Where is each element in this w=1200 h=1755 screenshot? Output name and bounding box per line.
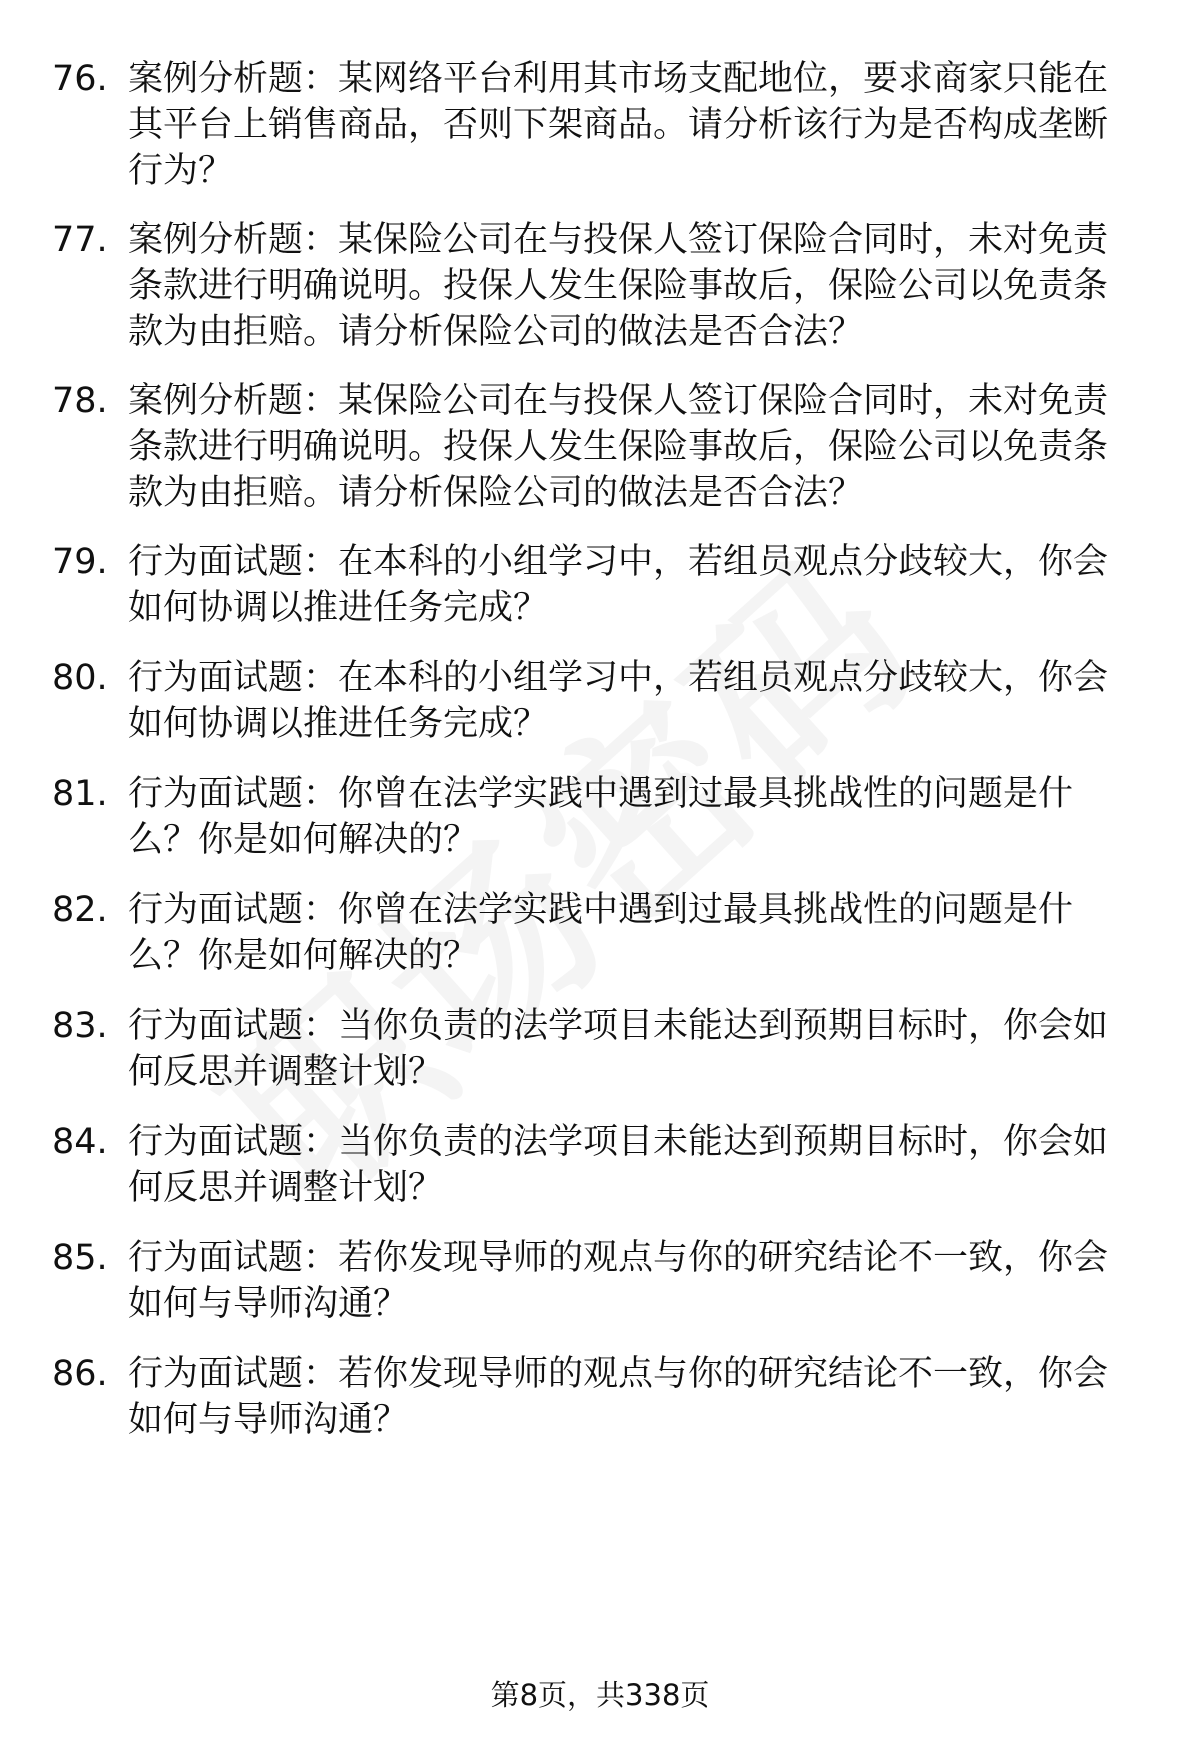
question-text <box>128 655 1148 747</box>
question-number: 80. <box>52 658 108 698</box>
question-text <box>128 378 1148 516</box>
question-line: 条款进行明确说明。投保人发生保险事故后，保险公司以免责条 <box>128 266 1109 306</box>
question-number: 77. <box>52 220 108 260</box>
question-line: 如何协调以推进任务完成？ <box>128 704 549 744</box>
question-text <box>128 771 1148 863</box>
question-line: 行为？ <box>128 151 234 191</box>
question-line: 何反思并调整计划？ <box>128 1052 444 1092</box>
question-text <box>128 56 1148 194</box>
question-number: 85. <box>52 1238 108 1278</box>
question-line: 如何与导师沟通？ <box>128 1400 409 1440</box>
question-text <box>128 887 1148 979</box>
question-text <box>128 1003 1148 1095</box>
question-number: 78. <box>52 381 108 421</box>
question-line: 案例分析题：某保险公司在与投保人签订保险合同时，未对免责 <box>128 381 1109 421</box>
question-text <box>128 539 1148 631</box>
page-footer: 第8页，共338页 <box>490 1678 710 1712</box>
question-line: 何反思并调整计划？ <box>128 1168 444 1208</box>
question-line: 行为面试题：你曾在法学实践中遇到过最具挑战性的问题是什 <box>128 774 1074 814</box>
question-line: 如何与导师沟通？ <box>128 1284 409 1324</box>
question-line: 款为由拒赔。请分析保险公司的做法是否合法？ <box>128 473 864 513</box>
question-line: 行为面试题：在本科的小组学习中，若组员观点分歧较大，你会 <box>128 658 1109 698</box>
question-number: 83. <box>52 1006 108 1046</box>
question-number: 81. <box>52 774 108 814</box>
question-text <box>128 217 1148 355</box>
question-line: 款为由拒赔。请分析保险公司的做法是否合法？ <box>128 312 864 352</box>
question-line: 行为面试题：你曾在法学实践中遇到过最具挑战性的问题是什 <box>128 890 1074 930</box>
question-line: 案例分析题：某保险公司在与投保人签订保险合同时，未对免责 <box>128 220 1109 260</box>
question-line: 么？你是如何解决的？ <box>128 936 479 976</box>
question-line: 行为面试题：若你发现导师的观点与你的研究结论不一致，你会 <box>128 1354 1109 1394</box>
question-number: 76. <box>52 59 108 99</box>
question-number: 86. <box>52 1354 108 1394</box>
question-text <box>128 1119 1148 1211</box>
question-line: 案例分析题：某网络平台利用其市场支配地位，要求商家只能在 <box>128 59 1109 99</box>
question-line: 行为面试题：当你负责的法学项目未能达到预期目标时，你会如 <box>128 1006 1109 1046</box>
question-line: 行为面试题：在本科的小组学习中，若组员观点分歧较大，你会 <box>128 542 1109 582</box>
question-line: 行为面试题：若你发现导师的观点与你的研究结论不一致，你会 <box>128 1238 1109 1278</box>
question-line: 其平台上销售商品，否则下架商品。请分析该行为是否构成垄断 <box>128 105 1109 145</box>
question-number: 84. <box>52 1122 108 1162</box>
question-line: 条款进行明确说明。投保人发生保险事故后，保险公司以免责条 <box>128 427 1109 467</box>
question-line: 么？你是如何解决的？ <box>128 820 479 860</box>
question-number: 82. <box>52 890 108 930</box>
question-text <box>128 1351 1148 1443</box>
question-number: 79. <box>52 542 108 582</box>
question-line: 如何协调以推进任务完成？ <box>128 588 549 628</box>
question-text <box>128 1235 1148 1327</box>
question-line: 行为面试题：当你负责的法学项目未能达到预期目标时，你会如 <box>128 1122 1109 1162</box>
